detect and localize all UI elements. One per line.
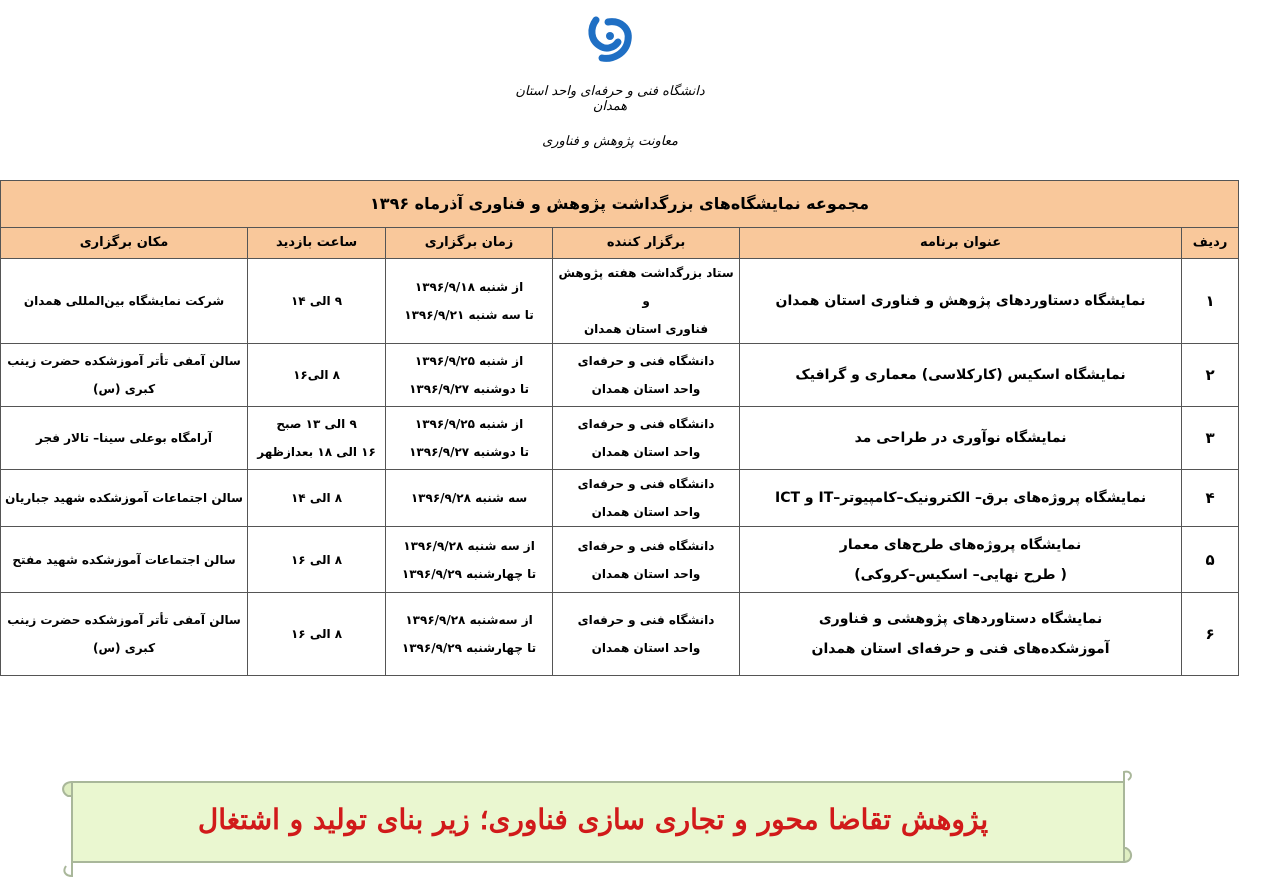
visit-hours: [248, 470, 386, 527]
organizer: [553, 344, 740, 407]
row-number: ۲: [1182, 344, 1239, 407]
organizer: [553, 593, 740, 676]
table-row: [1, 407, 1239, 470]
date-range: [386, 527, 553, 593]
date-line: از شنبه ۱۳۹۶/۹/۲۵: [414, 354, 524, 368]
venue-line: کبری (س): [93, 382, 156, 396]
program-title-line: آموزشکده‌های فنی و حرفه‌ای استان همدان: [811, 641, 1110, 657]
university-name: دانشگاه فنی و حرفه‌ای واحد استان همدان: [515, 84, 705, 114]
table-row: [1, 527, 1239, 593]
venue-line: آرامگاه بوعلی سینا– تالار فجر: [36, 431, 213, 445]
venue-line: کبری (س): [93, 641, 156, 655]
visit-hours: [248, 407, 386, 470]
venue-line: سالن اجتماعات آموزشکده شهید مفتح: [12, 552, 236, 567]
date-line: تا دوشنبه ۱۳۹۶/۹/۲۷: [409, 445, 529, 459]
date-line: از سه شنبه ۱۳۹۶/۹/۲۸: [403, 538, 535, 553]
date-line: تا دوشنبه ۱۳۹۶/۹/۲۷: [409, 382, 529, 396]
organizer-line: واحد استان همدان: [591, 641, 701, 655]
table-title: مجموعه نمایشگاه‌های بزرگداشت پژوهش و فناوری آذرماه ۱۳۹۶: [1, 181, 1239, 228]
column-header-visit-hours: ساعت بازدید: [248, 228, 386, 259]
row-number: ۶: [1182, 593, 1239, 676]
date-line: از شنبه ۱۳۹۶/۹/۱۸: [414, 280, 524, 294]
program-title-line: نمایشگاه پروژه‌های برق– الکترونیک–کامپیوتر–IT و ICT: [775, 490, 1147, 506]
date-range: [386, 407, 553, 470]
organizer-line: واحد استان همدان: [591, 382, 701, 396]
organizer-line: واحد استان همدان: [591, 566, 701, 581]
visit-hours: [248, 344, 386, 407]
department-name: معاونت پژوهش و فناوری: [542, 134, 678, 149]
column-header-row-number: ردیف: [1182, 228, 1239, 259]
slogan-text: پژوهش تقاضا محور و تجاری سازی فناوری؛ زیر بنای تولید و اشتغال: [197, 803, 989, 836]
organizer-line: واحد استان همدان: [591, 505, 701, 519]
program-title-line: ( طرح نهایی– اسکیس–کروکی): [854, 566, 1067, 583]
program-title-line: نمایشگاه دستاوردهای پژوهش و فناوری استان همدان: [775, 293, 1146, 309]
program-title: [740, 407, 1182, 470]
visit-hours: [248, 527, 386, 593]
organizer-line: دانشگاه فنی و حرفه‌ای: [577, 538, 715, 553]
column-header-venue: مکان برگزاری: [1, 228, 248, 259]
organizer-line: دانشگاه فنی و حرفه‌ای: [577, 417, 715, 431]
date-line: تا سه شنبه ۱۳۹۶/۹/۲۱: [404, 308, 534, 322]
table-row: [1, 259, 1239, 344]
program-title-line: نمایشگاه نوآوری در طراحی مد: [854, 430, 1067, 446]
program-title: [740, 259, 1182, 344]
organizer-line: ستاد بزرگداشت هفته پژوهش و: [558, 266, 734, 308]
row-number: ۳: [1182, 407, 1239, 470]
venue: [1, 593, 248, 676]
date-line: تا چهارشنبه ۱۳۹۶/۹/۲۹: [401, 641, 537, 655]
venue: [1, 470, 248, 527]
hours-line: ۹ الی ۱۴: [290, 294, 343, 308]
row-number: ۱: [1182, 259, 1239, 344]
venue-line: سالن اجتماعات آموزشکده شهید جباریان: [5, 491, 243, 505]
hours-line: ۸ الی ۱۴: [290, 491, 343, 505]
row-number: ۵: [1182, 527, 1239, 593]
slogan-banner: [58, 768, 1136, 880]
program-title: [740, 470, 1182, 527]
table-row: [1, 593, 1239, 676]
organizer: [553, 470, 740, 527]
column-header-program-title: عنوان برنامه: [740, 228, 1182, 259]
organizer-line: دانشگاه فنی و حرفه‌ای: [577, 354, 715, 368]
organizer: [553, 259, 740, 344]
hours-line: ۹ الی ۱۳ صبح: [276, 417, 357, 431]
program-title-line: نمایشگاه پروژه‌های طرح‌های معمار: [839, 536, 1082, 553]
program-title: [740, 527, 1182, 593]
date-range: [386, 259, 553, 344]
date-range: [386, 470, 553, 527]
hours-line: ۸ الی۱۶: [293, 368, 340, 382]
table-header-row: [1, 228, 1239, 259]
hours-line: ۸ الی ۱۶: [290, 627, 343, 641]
organizer-line: فناوری استان همدان: [583, 322, 709, 336]
hours-line: ۸ الی ۱۶: [290, 552, 343, 567]
program-title-line: نمایشگاه اسکیس (کارکلاسی) معماری و گرافیک: [795, 367, 1126, 383]
table-row: [1, 344, 1239, 407]
date-line: سه شنبه ۱۳۹۶/۹/۲۸: [410, 491, 528, 505]
column-header-organizer: برگزار کننده: [553, 228, 740, 259]
column-header-date: زمان برگزاری: [386, 228, 553, 259]
venue-line: سالن آمفی تأتر آموزشکده حضرت زینب: [7, 354, 241, 368]
program-title: [740, 593, 1182, 676]
date-line: تا چهارشنبه ۱۳۹۶/۹/۲۹: [401, 566, 537, 581]
table-row: [1, 470, 1239, 527]
program-title: [740, 344, 1182, 407]
row-number: ۴: [1182, 470, 1239, 527]
organizer-line: دانشگاه فنی و حرفه‌ای: [577, 613, 715, 627]
visit-hours: [248, 259, 386, 344]
venue: [1, 407, 248, 470]
venue-line: سالن آمفی تأتر آموزشکده حضرت زینب: [7, 613, 241, 627]
hours-line: ۱۶ الی ۱۸ بعدازظهر: [257, 445, 376, 459]
venue: [1, 344, 248, 407]
organizer: [553, 407, 740, 470]
date-line: از سه‌شنبه ۱۳۹۶/۹/۲۸: [405, 613, 533, 627]
organizer-line: واحد استان همدان: [591, 445, 701, 459]
university-logo: [586, 14, 634, 66]
organizer-line: دانشگاه فنی و حرفه‌ای: [577, 477, 715, 491]
date-line: از شنبه ۱۳۹۶/۹/۲۵: [414, 417, 524, 431]
venue-line: شرکت نمایشگاه بین‌المللی همدان: [23, 294, 225, 308]
date-range: [386, 593, 553, 676]
date-range: [386, 344, 553, 407]
exhibitions-table: [0, 180, 1239, 676]
venue: [1, 527, 248, 593]
organizer: [553, 527, 740, 593]
visit-hours: [248, 593, 386, 676]
venue: [1, 259, 248, 344]
program-title-line: نمایشگاه دستاوردهای پژوهشی و فناوری: [818, 611, 1103, 627]
